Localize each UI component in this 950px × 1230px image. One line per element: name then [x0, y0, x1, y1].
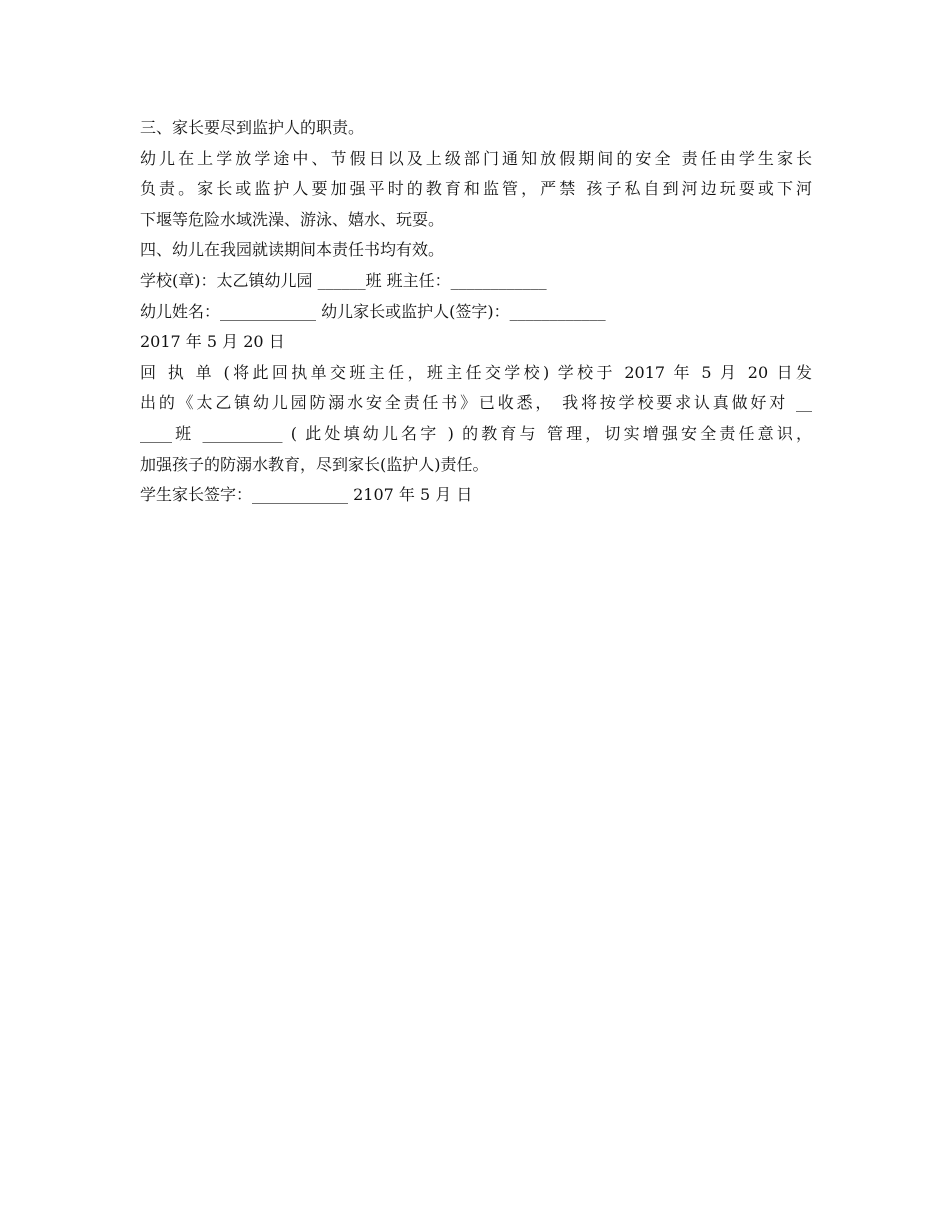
date-line: 2017 年 5 月 20 日: [140, 332, 285, 352]
paragraph-line: 下堰等危险水域洗澡、游泳、嬉水、玩耍。: [140, 209, 445, 229]
receipt-line: ____班 __________ ( 此处填幼儿名字 ) 的教育与 管理，切实增强安全责任意识，: [140, 423, 812, 443]
document-body: [140, 113, 812, 511]
receipt-line: 加强孩子的防溺水教育，尽到家长(监护人)责任。: [140, 454, 489, 474]
receipt-line: 回 执 单 (将此回执单交班主任，班主任交学校) 学校于 2017 年 5 月 20 日发: [140, 362, 812, 382]
receipt-line: 出的《太乙镇幼儿园防溺水安全责任书》已收悉， 我将按学校要求认真做好对 __: [140, 393, 812, 413]
paragraph-line: 负责。家长或监护人要加强平时的教育和监管，严禁 孩子私自到河边玩耍或下河: [140, 179, 812, 199]
parent-signature-line: 学生家长签字：____________ 2107 年 5 月 日: [140, 485, 473, 505]
section-three-heading: 三、家长要尽到监护人的职责。: [140, 118, 365, 137]
school-signature-line: 学校(章)：太乙镇幼儿园 ______班 班主任：____________: [140, 270, 547, 290]
paragraph-line: 幼儿在上学放学途中、节假日以及上级部门通知放假期间的安全 责任由学生家长: [140, 148, 812, 168]
child-parent-signature-line: 幼儿姓名：____________ 幼儿家长或监护人(签字)：____________: [140, 301, 606, 321]
section-four-heading: 四、幼儿在我园就读期间本责任书均有效。: [140, 240, 445, 260]
